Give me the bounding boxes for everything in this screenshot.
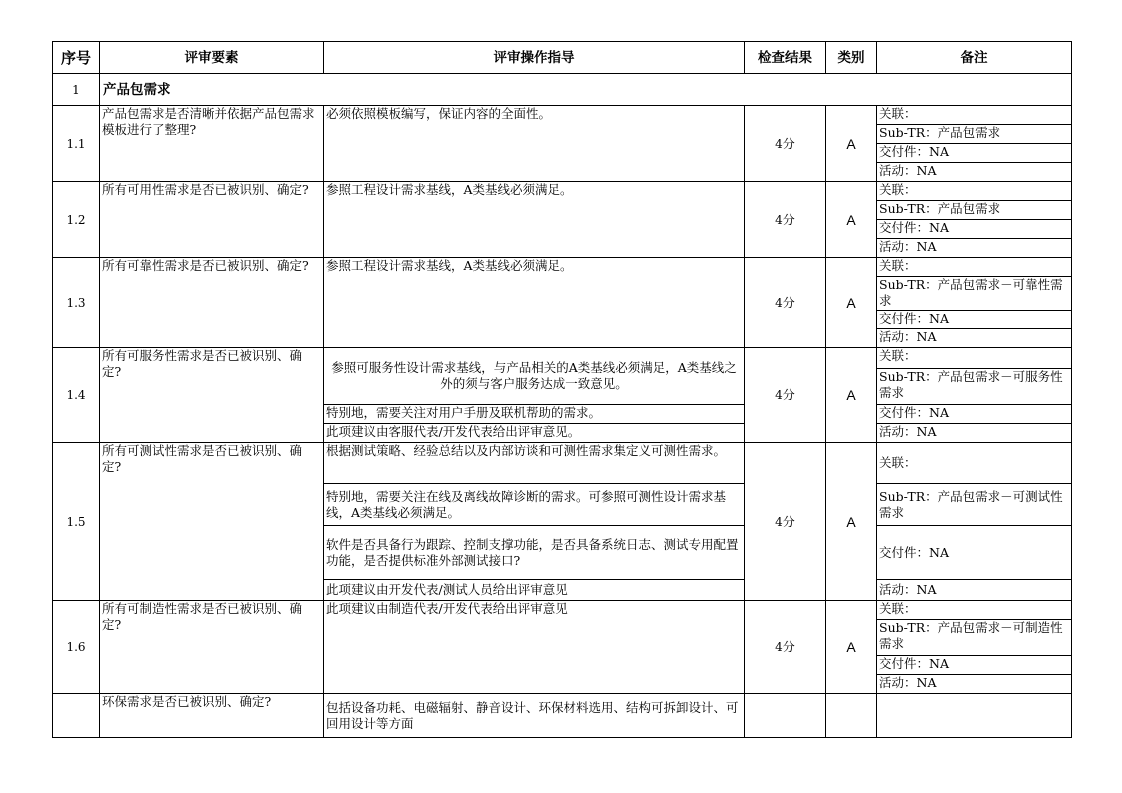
row-num: 1.2 [53,182,100,258]
table-row [53,601,1072,620]
row-num: 1.3 [53,258,100,348]
row-guide: 此项建议由制造代表/开发代表给出评审意见 [324,601,745,694]
note-link: 关联： [877,443,1072,484]
note-activity: 活动：NA [877,329,1072,348]
note-activity: 活动：NA [877,239,1072,258]
note-deliverable: 交付件：NA [877,220,1072,239]
row-num: 1.5 [53,443,100,601]
header-category: 类别 [826,42,877,74]
note-link: 关联： [877,182,1072,201]
section-num: 1 [53,74,100,106]
row-category [826,694,877,738]
row-guide: 包括设备功耗、电磁辐射、静音设计、环保材料选用、结构可拆卸设计、可回用设计等方面 [324,694,745,738]
row-num: 1.1 [53,106,100,182]
note-deliverable: 交付件：NA [877,311,1072,329]
row-guide: 特别地，需要关注对用户手册及联机帮助的需求。 [324,405,745,424]
note-link: 关联： [877,348,1072,369]
row-element: 产品包需求是否清晰并依据产品包需求模板进行了整理? [100,106,324,182]
header-guide: 评审操作指导 [324,42,745,74]
note-link: 关联： [877,601,1072,620]
row-guide: 必须依照模板编写，保证内容的全面性。 [324,106,745,182]
note-subtr: Sub-TR：产品包需求－可靠性需求 [877,277,1072,311]
row-category: A [826,601,877,694]
row-category: A [826,258,877,348]
table-row [53,258,1072,277]
row-num [53,694,100,738]
note-link: 关联： [877,106,1072,125]
row-num: 1.6 [53,601,100,694]
table-row [53,106,1072,125]
row-category: A [826,182,877,258]
row-guide: 此项建议由开发代表/测试人员给出评审意见 [324,580,745,601]
row-score [745,694,826,738]
note-subtr: Sub-TR：产品包需求 [877,125,1072,144]
row-num: 1.4 [53,348,100,443]
row-score: 4分 [745,601,826,694]
header-row [53,42,1072,74]
row-guide: 此项建议由客服代表/开发代表给出评审意见。 [324,424,745,443]
row-element: 所有可制造性需求是否已被识别、确定? [100,601,324,694]
row-element: 所有可服务性需求是否已被识别、确定? [100,348,324,443]
section-title: 产品包需求 [100,74,1072,106]
row-category: A [826,443,877,601]
row-category: A [826,348,877,443]
row-notes [877,694,1072,738]
row-element: 环保需求是否已被识别、确定? [100,694,324,738]
row-element: 所有可测试性需求是否已被识别、确定? [100,443,324,601]
row-score: 4分 [745,258,826,348]
row-guide: 参照可服务性设计需求基线，与产品相关的A类基线必须满足，A类基线之外的须与客户服务达成一致意见。 [324,348,745,405]
note-activity: 活动：NA [877,163,1072,182]
note-deliverable: 交付件：NA [877,144,1072,163]
note-activity: 活动：NA [877,424,1072,443]
row-score: 4分 [745,443,826,601]
header-seq: 序号 [53,42,100,74]
header-notes: 备注 [877,42,1072,74]
note-activity: 活动：NA [877,580,1072,601]
header-result: 检查结果 [745,42,826,74]
note-activity: 活动：NA [877,675,1072,694]
row-score: 4分 [745,348,826,443]
row-guide: 参照工程设计需求基线，A类基线必须满足。 [324,182,745,258]
note-subtr: Sub-TR：产品包需求－可测试性需求 [877,484,1072,526]
row-score: 4分 [745,106,826,182]
note-link: 关联： [877,258,1072,277]
row-guide: 参照工程设计需求基线，A类基线必须满足。 [324,258,745,348]
header-element: 评审要素 [100,42,324,74]
note-subtr: Sub-TR：产品包需求 [877,201,1072,220]
note-deliverable: 交付件：NA [877,526,1072,580]
note-deliverable: 交付件：NA [877,656,1072,675]
note-deliverable: 交付件：NA [877,405,1072,424]
table-row [53,443,1072,484]
row-guide: 根据测试策略、经验总结以及内部访谈和可测性需求集定义可测性需求。 [324,443,745,484]
review-checklist-table [52,41,1072,738]
table-row [53,694,1072,738]
note-subtr: Sub-TR：产品包需求－可服务性需求 [877,369,1072,405]
row-score: 4分 [745,182,826,258]
note-subtr: Sub-TR：产品包需求－可制造性需求 [877,620,1072,656]
row-element: 所有可用性需求是否已被识别、确定? [100,182,324,258]
table-row [53,182,1072,201]
row-guide: 软件是否具备行为跟踪、控制支撑功能，是否具备系统日志、测试专用配置功能，是否提供标准外部测试接口? [324,526,745,580]
section-row [53,74,1072,106]
row-guide: 特别地，需要关注在线及离线故障诊断的需求。可参照可测性设计需求基线，A类基线必须满足。 [324,484,745,526]
row-category: A [826,106,877,182]
table-row [53,348,1072,369]
row-element: 所有可靠性需求是否已被识别、确定? [100,258,324,348]
